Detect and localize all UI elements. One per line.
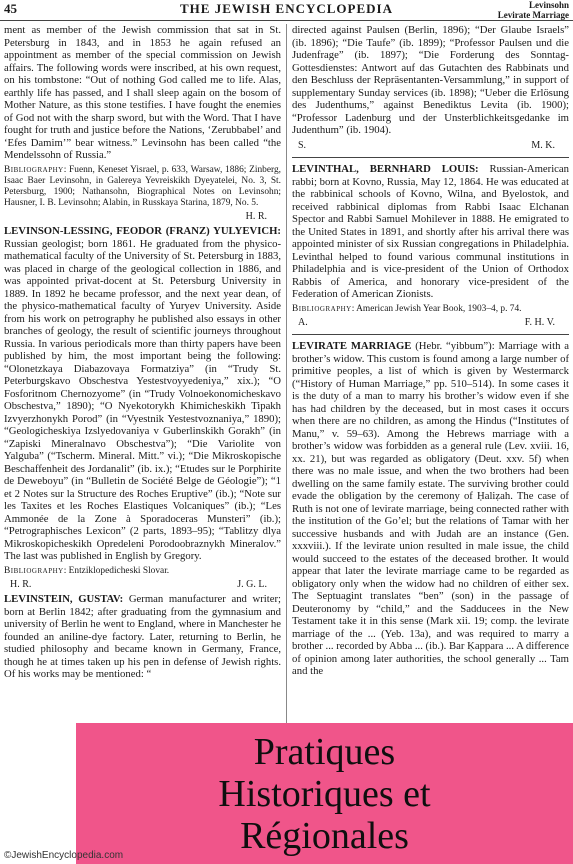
signature-left: H. R. xyxy=(10,578,32,590)
entry-levinson-lessing xyxy=(4,225,281,563)
running-head-second: Levirate Marriage xyxy=(497,10,569,20)
entry-text: Russian-American rabbi; born at Kovno, Russia, May 12, 1864. He was educated at the rabbinical schools of Kovno, Wilna, and Byelostok, and received rabbinical diplomas from Rabbi Isaac Elchanan Spector and Rabbi Samuel Mohilever in 1888. He emigrated to the United States in 1891, and shortly after his arrival there was appointed minister of six Russian congregations in Philadelphia. Levinthal helped to found various communal institutions in Philadelphia and is vice-president of the Union of Orthodox Rabbis of America, and honorary vice-president of the Federation of American Zionists. xyxy=(292,163,569,300)
entry-levinstein xyxy=(4,593,281,681)
bibliography-label: Bibliography xyxy=(4,164,64,175)
entry-text: Russian geologist; born 1861. He graduated from the physico-mathematical faculty of the University of St. Petersburg in 1883, was placed in charge of the geological collection in 1886, and was appointed privat-docent at St. Petersburg University in 1889. In 1892 he became professor, and the next year dean, of the physico-mathematical faculty of Yuryev University. Aside from his work on petrography he published also essays in other branches of geology, the result of scientific journeys throughout Russia. In various periodicals more than thirty papers have been published by him, the most important being the following: “Olonetzkaya Diabazovaya Formatziya” (in “Trudy St. Peterburgskavo Obschestva Yestestvoyyedeniya,” xix.); “O Fosforitnom Chernozyome” (in “Trudy Volnoekonomicheskavo Obschestva,” 1890); “O Nyekotorykh Khimicheskikh Tipakh Izvyerzhonykh Porod” (in “Vyestnik Yestestvoznaniya,” 1890); “Geologicheskiya Izslyedovaniya v Guberlinskikh Gorakh” (in “Zapiski Mineralnavo Obschestva”); “Die Variolite von Yalguba” (“Tscherm. Mineral. Mitt.” vi.); “Die Mikroskopische Beschaffenheit des Jordanalit” (ib. ix.); “Etudes sur le Porphirite de Deweboyu” (in “Bulletin de Société Belge de Géologie”); “1 et 2 Notes sur la Structure des Roches Eruptive” (ib.); “Note sur les Taxites et les Roches Elastiques Volcaniques” (ib.); “Les Ammonée de la Zone à Sporadoceras Munsteri” (ib.); “Petrographisches Lexicon” (2 parts, 1893–95); “Tablitzy dlya Mikroskopicheskikh Opredeleni Porodoobraznykh Mineralov.” The last was published in English by Gregory. xyxy=(4,237,281,562)
entry-heading: LEVINSTEIN, GUSTAV: xyxy=(4,593,124,605)
entry-levinstein-continued: directed against Paulsen (Berlin, 1896); “Der Glaube Israels” (ib. 1896); “Die Taufe” (ib. 1899); “Professor Paulsen und die Judenfrage” (ib. 1897); “Die Forderung des Sonntag-Gottesdienstes: Antwort auf das Gutachten des Rabbinats und den Beschluss der Repräsentanten-Versammlung,” in support of supplementary Sunday services (ib. 1898); “Ueber die Erlösung des Judenthums,” against Benediktus Levita (ib. 1900); “Professor Ladenburg und der Unsterblichkeitsgedanke im Judenthum” (ib. 1904). xyxy=(292,24,569,136)
page-title: THE JEWISH ENCYCLOPEDIA xyxy=(180,1,393,16)
entry-rule xyxy=(292,334,569,335)
entry-heading: LEVINSON-LESSING, FEODOR (FRANZ) YULYEVICH: xyxy=(4,225,281,237)
copyright-watermark: ©JewishEncyclopedia.com xyxy=(4,850,124,861)
signature-right: M. K. xyxy=(531,139,555,151)
running-head-first: Levinsohn xyxy=(528,0,569,10)
entry-heading: LEVIRATE MARRIAGE xyxy=(292,340,412,352)
category-banner[interactable] xyxy=(76,723,573,864)
bibliography-label: Bibliography xyxy=(292,303,352,314)
entry-text: (Hebr. “yibbum”): Marriage with a brother’s widow. This custom is found among a large number of primitive peoples, a list of which is given by Westermarck (“History of Human Marriage,” pp. 510–514). In some cases it is the duty of a man to marry his brother’s widow even if she has had children by the deceased, but in most cases it occurs when there are no children, as among the Hindus (“Institutes of Manu,” v. 59–63). Among the Hebrews marriage with a brother’s widow was forbidden as a general rule (Lev. xviii. 16, xx. 21), but was regarded as obligatory (Deut. xxv. 5f) when there was no male issue, and when the two brothers had been dwelling on the same family estate. The surviving brother could evade the obligation by the ceremony of Ḥaliẓah. The case of Ruth is not one of levirate marriage, being connected rather with the institution of the Go’el; but the relations of Tamar with her successive husbands and with Judah are an instance (Gen. xxxviii.). If the levirate union resulted in male issue, the child would succeed to the estates of the deceased brother. It would appear that later the levirate marriage came to be regarded as obligatory only when the widow had no children of either sex. The Septuagint translates “ben” (son) in the passage of Deuteronomy by “child,” and the Sadducees in the New Testament take it in this sense (Mark xii. 19; comp. the levirate marriage of the ... (Yeb. 13a), and was required to marry a brother ... recorded by Abba ... (ib.). Bar Ḳappara ... A difference of opinion among later authorities, the school generally ... Tam and the xyxy=(292,340,569,677)
page-number: 45 xyxy=(4,1,17,16)
bibliography-levinthal xyxy=(292,304,569,315)
signature-left: S. xyxy=(298,139,307,151)
page-header xyxy=(0,0,573,21)
bibliography-levinson-lessing xyxy=(4,566,281,577)
entry-levirate-marriage xyxy=(292,340,569,678)
entry-heading: LEVINTHAL, BERNHARD LOUIS: xyxy=(292,163,479,175)
entry-rule xyxy=(292,157,569,158)
signature-levinstein xyxy=(292,140,569,153)
signature-right: J. G. L. xyxy=(237,578,267,590)
signature-right: F. H. V. xyxy=(524,316,555,328)
bibliography-text: : Fuenn, Keneset Yisrael, p. 633, Warsaw, 1886; Zinberg, Isaac Baer Levinsohn, in Galereya Yevreiskikh Dyeyatelei, No. 3, St. Petersburg, 1900; Nathansohn, Biographical Notes on Levinsohn; Hausner, I. B. Levinsohn; Alabin, in Russkaya Starina, 1879, No. 5. xyxy=(4,164,281,208)
running-head xyxy=(498,0,569,20)
bibliography-levinsohn xyxy=(4,165,281,209)
entry-text: German manufacturer and writer; born at Berlin 1842; after graduating from the gymnasium and university of Berlin he went to England, where in Manchester he founded an aniline-dye factory. Later, returning to Berlin, he studied philosophy and became known in Germany, France, though he at times taken up his pen in defense of Jewish rights. Of his works may be mentioned: “ xyxy=(4,593,281,680)
entry-levinthal xyxy=(292,163,569,301)
signature-left: A. xyxy=(298,316,308,328)
signature-levinson-lessing xyxy=(4,579,281,592)
entry-levinsohn-end: ment as member of the Jewish commission that sat in St. Petersburg in 1843, and in 1853 he again refused an appointment as member of the special commission on Jewish affairs. The following words were inscribed, at his own request, on his tombstone: “Out of nothing God called me to life. Alas, earthly life has passed, and I shall sleep again on the bosom of Mother Nature, as this stone testifies. I have fought the enemies of God not with the sharp sword, but with the Word. That I have fought for truth and justice before the Nations, ‘Zerubbabel’ and ‘Efes Damim’” bear witness.” Levinsohn has been called “the Mendelssohn of Russia.” xyxy=(4,24,281,161)
bibliography-text: : Entziklopedicheski Slovar. xyxy=(63,565,170,576)
signature-levinsohn xyxy=(4,211,281,224)
bibliography-text: : American Jewish Year Book, 1903–4, p. 74. xyxy=(351,303,522,314)
signature-levinthal xyxy=(292,317,569,330)
bibliography-label: Bibliography xyxy=(4,565,64,576)
banner-text: Pratiques Historiques et Régionales xyxy=(218,730,431,857)
signature-right: H. R. xyxy=(245,210,267,222)
